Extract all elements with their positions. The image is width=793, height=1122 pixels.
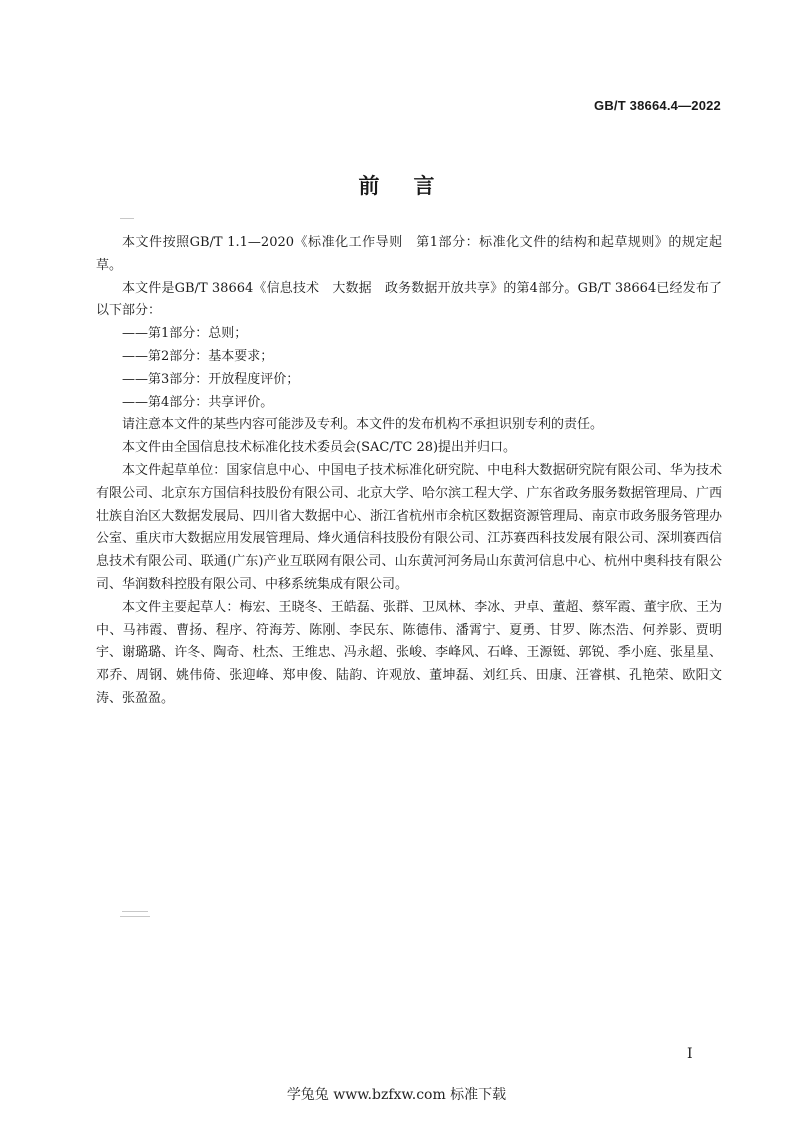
scan-speck bbox=[120, 218, 134, 219]
scan-speck bbox=[122, 911, 148, 912]
page-number: I bbox=[687, 1046, 693, 1062]
paragraph: 本文件是GB/T 38664《信息技术 大数据 政务数据开放共享》的第4部分。GB/T 38664已经发布了以下部分： bbox=[96, 280, 722, 319]
paragraph: 请注意本文件的某些内容可能涉及专利。本文件的发布机构不承担识别专利的责任。 bbox=[122, 417, 604, 433]
scan-speck bbox=[120, 916, 150, 917]
standard-number: GB/T 38664.4—2022 bbox=[594, 98, 721, 113]
list-item: ——第3部分：开放程度评价； bbox=[122, 371, 300, 387]
footer-watermark: 学兔兔 www.bzfxw.com 标准下载 bbox=[286, 1087, 507, 1103]
list-item: ——第4部分：共享评价。 bbox=[122, 394, 274, 410]
paragraph: 本文件起草单位：国家信息中心、中国电子技术标准化研究院、中电科大数据研究院有限公司、华为技术有限公司、北京东方国信科技股份有限公司、北京大学、哈尔滨工程大学、广东省政务服务数据管理局、广西壮族自治区大数据发展局、四川省大数据中心、浙江省杭州市余杭区数据资源管理局、南京市政务服务管理办公室、重庆市大数据应用发展管理局、烽火通信科技股份有限公司、江苏赛西科技发展有限公司、深圳赛西信息技术有限公司、联通(广东)产业互联网有限公司、山东黄河河务局山东黄河信息中心、杭州中奥科技有限公司、华润数科控股有限公司、中移系统集成有限公司。 bbox=[96, 462, 722, 592]
paragraph: 本文件主要起草人：梅宏、王晓冬、王皓磊、张群、卫凤林、李冰、尹卓、董超、蔡军霞、董宇欣、王为中、马祎霞、曹扬、程序、符海芳、陈刚、李民东、陈德伟、潘霄宁、夏勇、甘罗、陈杰浩、何养影、贾明宇、谢璐璐、许冬、陶奇、杜杰、王维忠、冯永超、张峻、李峰风、石峰、王源铤、郭锐、季小庭、张星星、邓乔、周钢、姚伟倚、张迎峰、郑申俊、陆韵、许观放、董坤磊、刘红兵、田康、汪睿棋、孔艳荣、欧阳文涛、张盈盈。 bbox=[96, 599, 722, 706]
paragraph: 本文件由全国信息技术标准化技术委员会(SAC/TC 28)提出并归口。 bbox=[122, 440, 517, 456]
page-title: 前言 bbox=[358, 174, 469, 198]
list-item: ——第2部分：基本要求； bbox=[122, 348, 274, 364]
list-item: ——第1部分：总则； bbox=[122, 326, 248, 342]
paragraph: 本文件按照GB/T 1.1—2020《标准化工作导则 第1部分：标准化文件的结构和起草规则》的规定起草。 bbox=[96, 235, 722, 273]
foreword-body bbox=[96, 232, 722, 711]
